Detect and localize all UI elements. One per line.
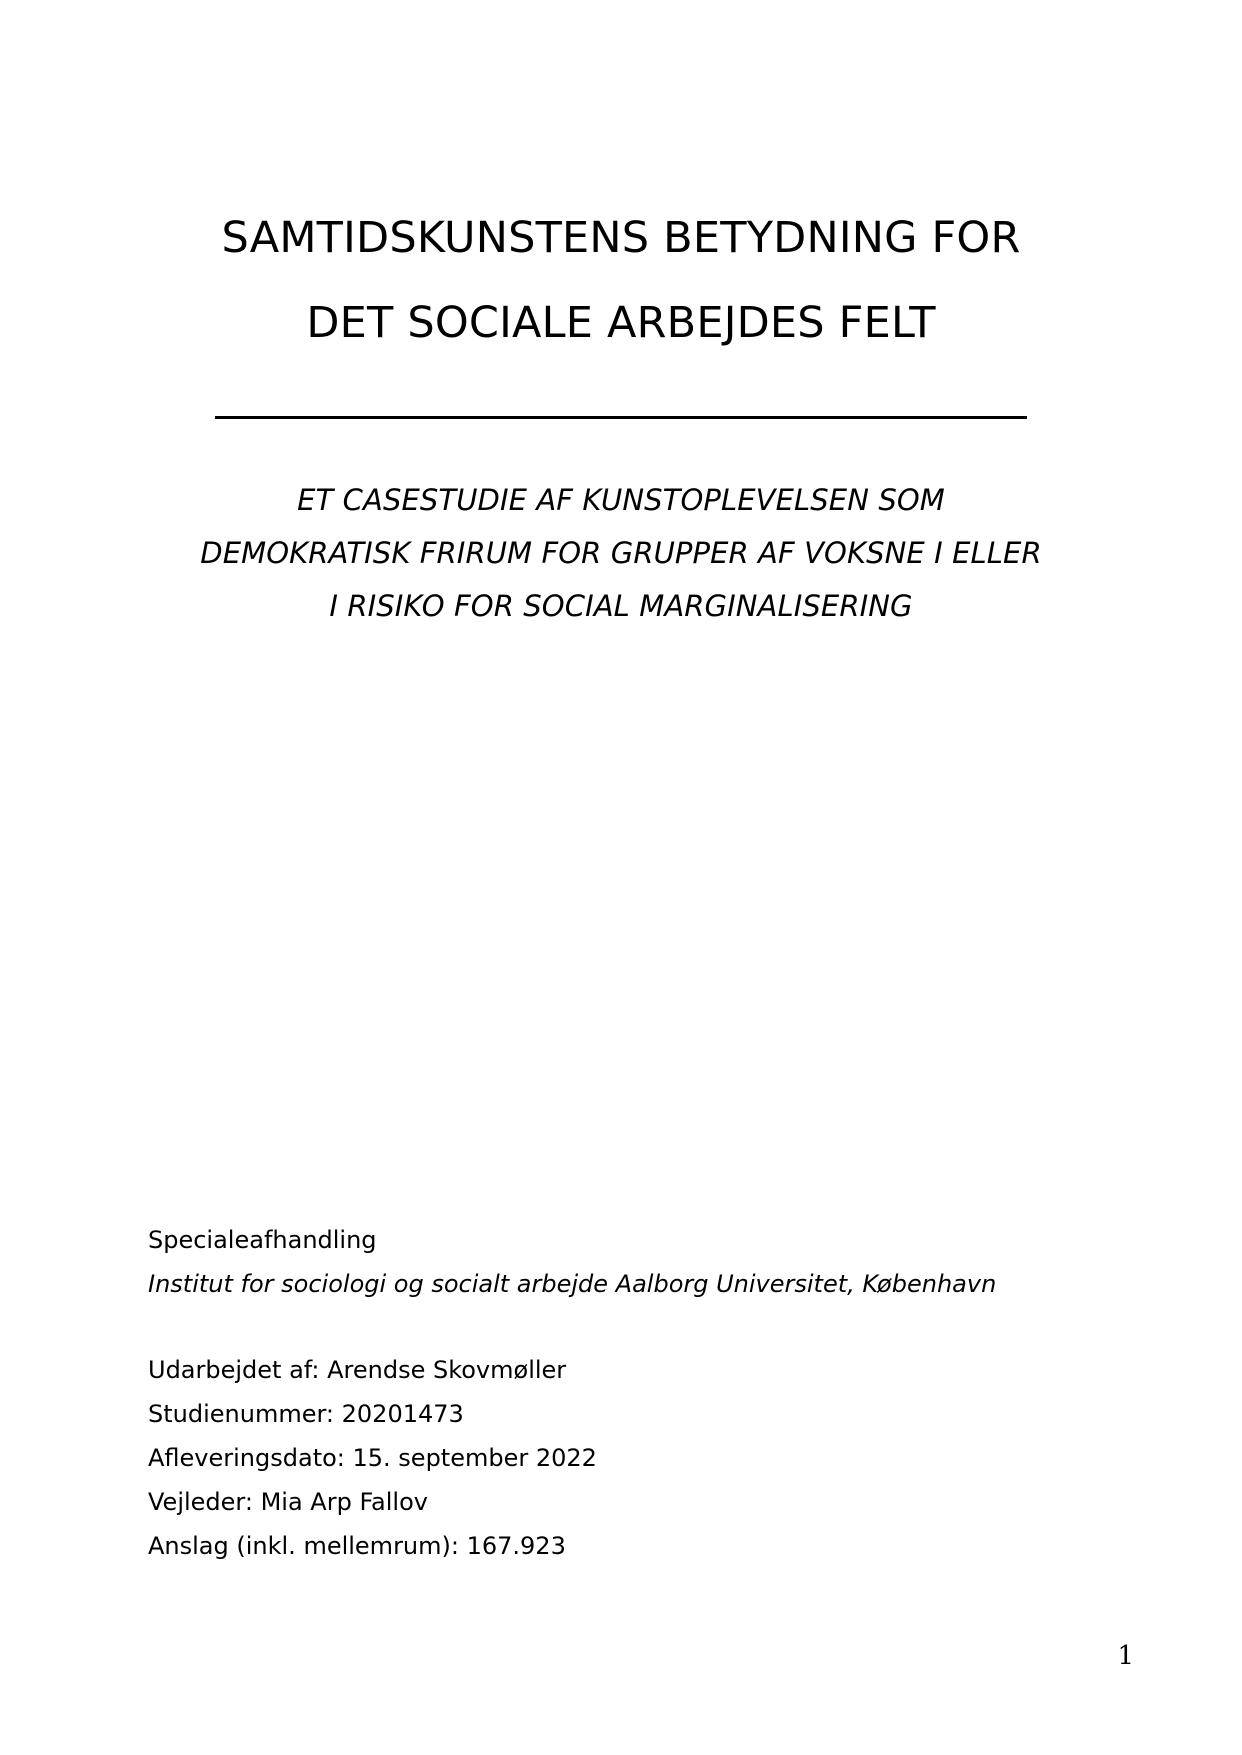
title-line-1: SAMTIDSKUNSTENS BETYDNING FOR [221, 213, 1021, 263]
subtitle-line-3: I RISIKO FOR SOCIAL MARGINALISERING [329, 589, 913, 623]
author: Udarbejdet af: Arendse Skovmøller [148, 1356, 567, 1384]
subtitle-line-1: ET CASESTUDIE AF KUNSTOPLEVELSEN SOM [297, 483, 945, 517]
page-number: 1 [1117, 1641, 1134, 1671]
colophon-block [148, 1218, 1088, 1568]
subtitle-line-2: DEMOKRATISK FRIRUM FOR GRUPPER AF VOKSNE I ELLER [200, 536, 1042, 570]
supervisor: Vejleder: Mia Arp Fallov [148, 1488, 428, 1516]
page-title [0, 196, 1242, 366]
character-count: Anslag (inkl. mellemrum): 167.923 [148, 1532, 566, 1560]
student-number: Studienummer: 20201473 [148, 1400, 464, 1428]
institution: Institut for sociologi og socialt arbejde Aalborg Universitet, København [148, 1270, 997, 1298]
colophon-spacer [148, 1306, 1088, 1348]
document-type: Specialeafhandling [148, 1226, 377, 1254]
divider-rule [215, 416, 1027, 419]
title-line-2: DET SOCIALE ARBEJDES FELT [306, 298, 936, 348]
title-divider [0, 416, 1242, 419]
page-subtitle [0, 474, 1242, 633]
submission-date: Afleveringsdato: 15. september 2022 [148, 1444, 597, 1472]
